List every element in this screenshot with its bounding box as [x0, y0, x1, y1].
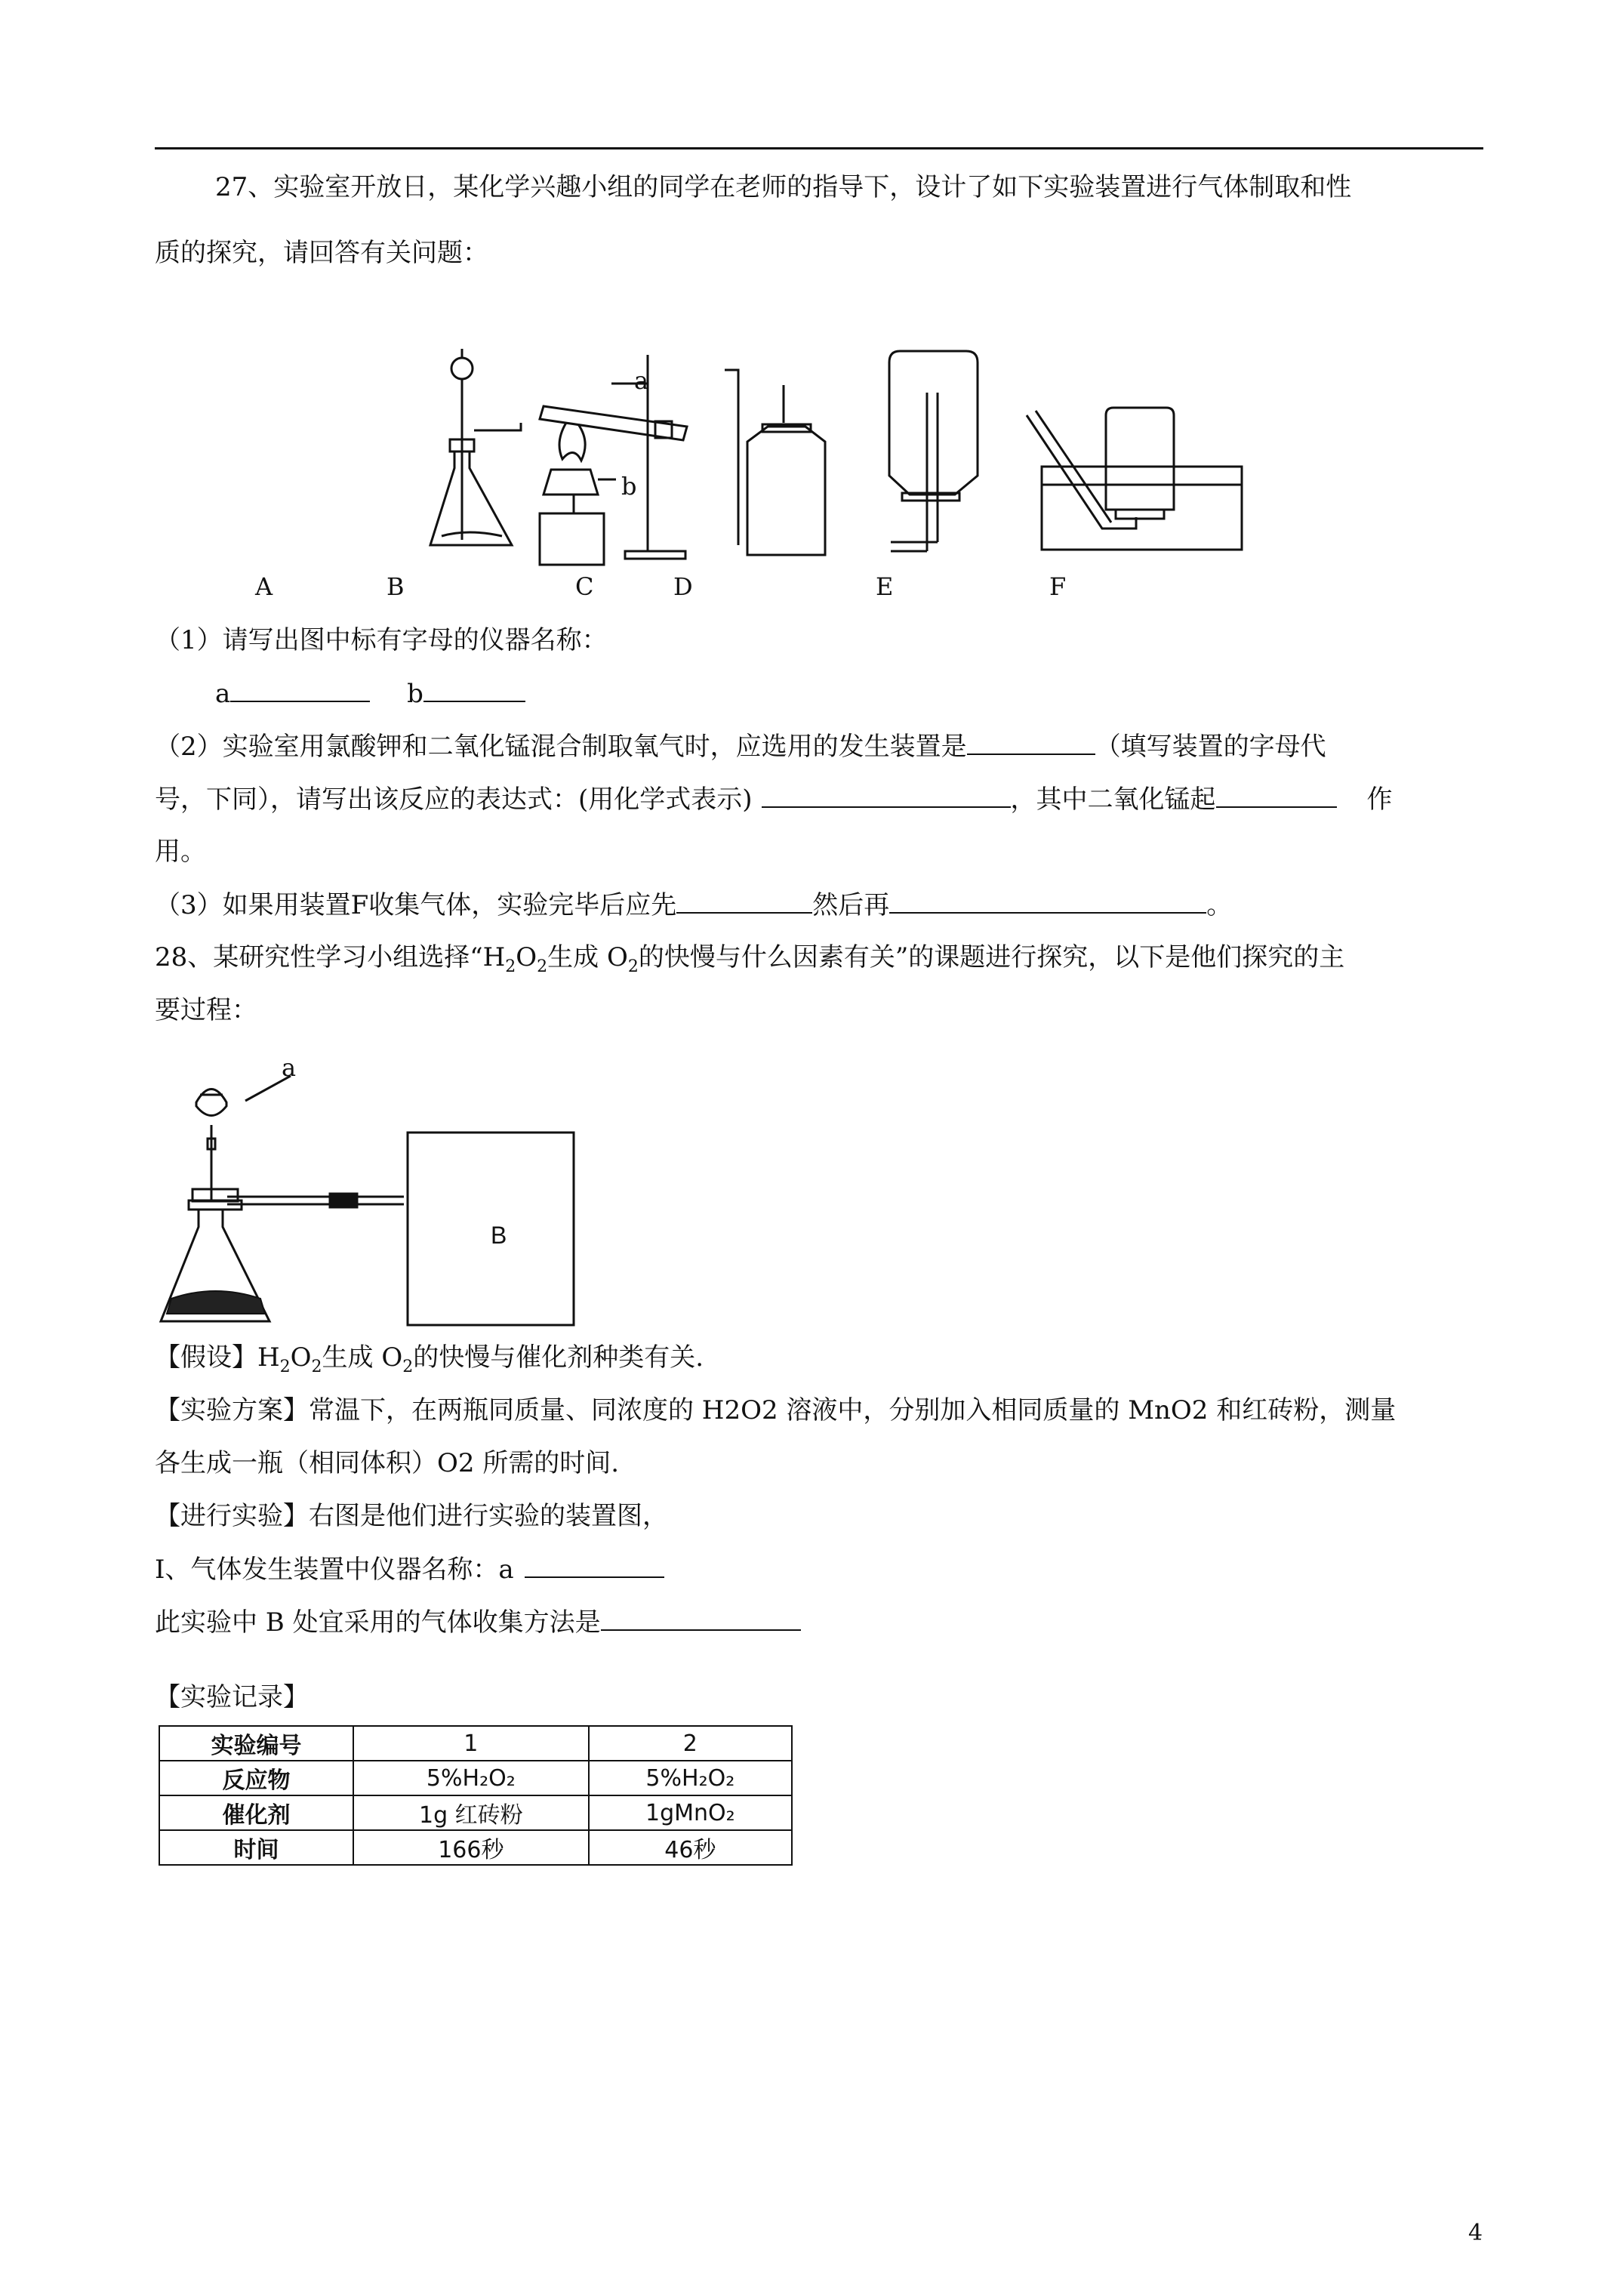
table-header-cell: 实验编号 [159, 1726, 353, 1761]
label-B: B [387, 572, 405, 601]
table-cell: 46秒 [589, 1830, 792, 1865]
label-A: A [255, 572, 273, 601]
plan-line2: 各生成一瓶（相同体积）O2 所需的时间. [155, 1448, 620, 1478]
hypothesis: 【假设】$H_2O_2$生成 $O_2$的快慢与催化剂种类有关. [155, 1342, 704, 1376]
q27-line2: 质的探究，请回答有关问题： [155, 238, 488, 268]
label-F: F [1049, 572, 1067, 601]
q27-sub2-line3: 用。 [155, 837, 206, 867]
table-row [159, 1761, 792, 1795]
experiment-line: 【进行实验】右图是他们进行实验的装置图， [155, 1501, 668, 1531]
q27-sub1: （1）请写出图中标有字母的仪器名称： [155, 625, 608, 655]
answer-blank-role[interactable] [1216, 784, 1337, 808]
answer-blank-collection[interactable] [601, 1607, 801, 1631]
label-D: D [673, 572, 693, 601]
page-number: 4 [1468, 2220, 1483, 2246]
label-E: E [876, 572, 894, 601]
apparatus-ab [430, 349, 521, 545]
q28-line1: 28、某研究性学习小组选择“$H_2O_2$生成 $O_2$的快慢与什么因素有关”的课题进行探究，以下是他们探究的主 [155, 942, 1345, 976]
q27-sub1-blanks: a b [215, 678, 525, 709]
record-table [159, 1725, 793, 1866]
table-cell: 催化剂 [159, 1795, 353, 1830]
apparatus-e [725, 370, 825, 555]
apparatus-inverted-bottle [889, 351, 978, 551]
table-cell: 166秒 [353, 1830, 589, 1865]
answer-blank-instrument[interactable] [525, 1554, 664, 1578]
plan-line1: 【实验方案】常温下，在两瓶同质量、同浓度的 H2O2 溶液中，分别加入相同质量的 MnO2 和红砖粉，测量 [155, 1395, 1397, 1425]
label-C: C [575, 572, 594, 601]
q27-line1: 27、实验室开放日，某化学兴趣小组的同学在老师的指导下，设计了如下实验装置进行气体制取和性 [215, 172, 1352, 202]
answer-blank-b[interactable] [423, 678, 525, 702]
answer-blank-a[interactable] [230, 678, 370, 702]
fig2-label-B: B [491, 1222, 507, 1249]
table-header-row [159, 1726, 792, 1761]
answer-blank-then[interactable] [889, 889, 1206, 914]
table-row [159, 1830, 792, 1865]
table-header-cell: 1 [353, 1726, 589, 1761]
instrument-line: Ⅰ、气体发生装置中仪器名称：a [155, 1554, 664, 1585]
fig-label-b: b [621, 472, 637, 501]
fig2-label-a: a [282, 1053, 297, 1082]
header-rule [155, 147, 1483, 149]
record-heading: 【实验记录】 [155, 1682, 309, 1712]
table-cell: 5%H₂O₂ [353, 1761, 589, 1795]
q27-sub3: （3）如果用装置F收集气体，实验完毕后应先 然后再 。 [155, 890, 1233, 920]
table-row [159, 1795, 792, 1830]
apparatus-f [1027, 408, 1242, 550]
table-cell: 1g 红砖粉 [353, 1795, 589, 1830]
answer-blank-first[interactable] [676, 889, 812, 914]
table-cell: 反应物 [159, 1761, 353, 1795]
generation-apparatus [155, 1049, 577, 1336]
collection-method-line: 此实验中 B 处宜采用的气体收集方法是 [155, 1607, 801, 1638]
fig-label-a: a [634, 366, 649, 395]
table-header-cell: 2 [589, 1726, 792, 1761]
apparatus-figure [423, 347, 1223, 566]
table-cell: 时间 [159, 1830, 353, 1865]
q27-sub2-line1: （2）实验室用氯酸钾和二氧化锰混合制取氧气时，应选用的发生装置是 （填写装置的字母代 [155, 732, 1326, 762]
answer-blank-device[interactable] [967, 731, 1095, 755]
q28-line2: 要过程： [155, 995, 257, 1025]
table-cell: 1gMnO₂ [589, 1795, 792, 1830]
table-cell: 5%H₂O₂ [589, 1761, 792, 1795]
q27-sub2-line2: 号，下同），请写出该反应的表达式：(用化学式表示) ，其中二氧化锰起 作 [155, 784, 1393, 815]
answer-blank-equation[interactable] [762, 784, 1011, 808]
apparatus-cd [540, 355, 687, 565]
